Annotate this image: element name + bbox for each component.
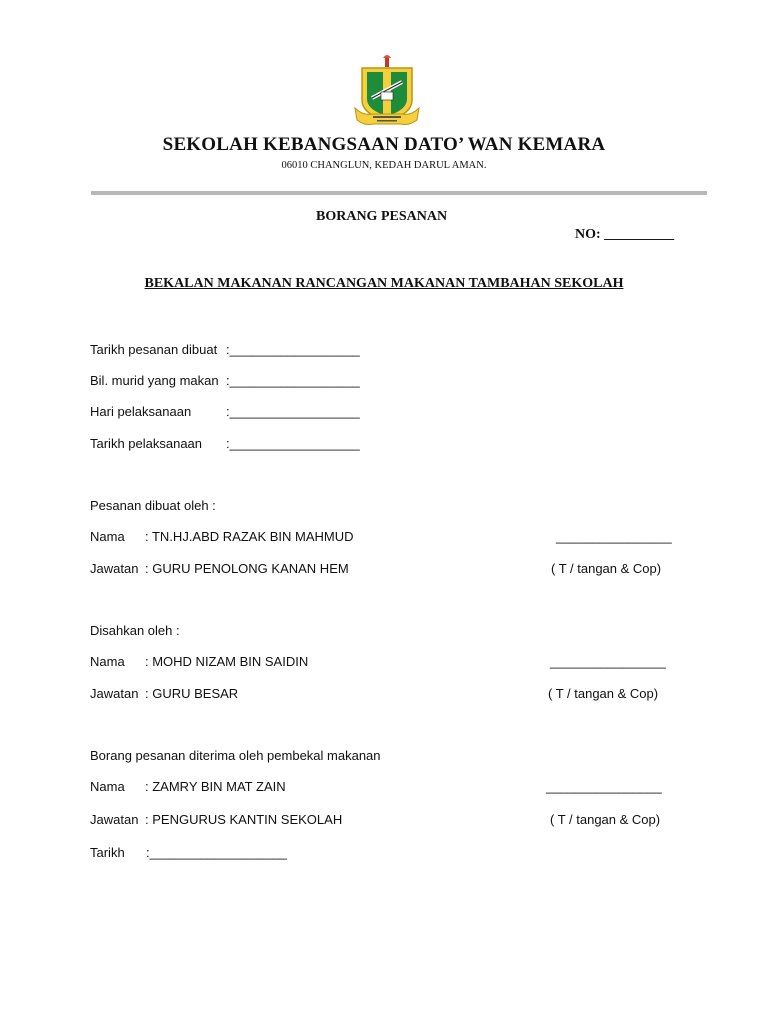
implementation-day-label: Hari pelaksanaan [90, 404, 192, 419]
order-date-field: :__________________ [226, 342, 360, 357]
received-date-label: Tarikh [90, 845, 125, 860]
received-by-signature-line: ________________ [546, 779, 662, 794]
implementation-date-field: :__________________ [226, 436, 360, 451]
approved-by-signature-caption: ( T / tangan & Cop) [548, 686, 659, 701]
form-number: NO: __________ [575, 227, 675, 242]
crest-torch [385, 57, 389, 67]
ordered-by-name: : TN.HJ.ABD RAZAK BIN MAHMUD [145, 529, 354, 544]
implementation-date-label: Tarikh pelaksanaan [90, 436, 203, 451]
order-date-label: Tarikh pesanan dibuat [90, 342, 218, 357]
received-by-signature-caption: ( T / tangan & Cop) [550, 812, 661, 827]
ordered-by-position: : GURU PENOLONG KANAN HEM [145, 561, 349, 576]
received-by-position-label: Jawatan [90, 812, 139, 827]
ordered-by-position-label: Jawatan [90, 561, 139, 576]
approved-by-position: : GURU BESAR [145, 686, 239, 701]
ordered-by-heading: Pesanan dibuat oleh : [90, 498, 216, 513]
received-by-position: : PENGURUS KANTIN SEKOLAH [145, 812, 343, 827]
received-date-field: :___________________ [146, 845, 287, 860]
approved-by-heading: Disahkan oleh : [90, 623, 180, 638]
approved-by-name-label: Nama [90, 654, 125, 669]
approved-by-signature-line: ________________ [550, 654, 666, 669]
ordered-by-signature-caption: ( T / tangan & Cop) [551, 561, 662, 576]
approved-by-position-label: Jawatan [90, 686, 139, 701]
school-name-heading: SEKOLAH KEBANGSAAN DATO’ WAN KEMARA [162, 134, 606, 155]
ordered-by-signature-line: ________________ [556, 529, 672, 544]
header-divider [91, 191, 707, 195]
received-by-name: : ZAMRY BIN MAT ZAIN [145, 779, 286, 794]
received-by-name-label: Nama [90, 779, 125, 794]
pupil-count-field: :__________________ [226, 373, 360, 388]
form-subject: BEKALAN MAKANAN RANCANGAN MAKANAN TAMBAHAN SEKOLAH [144, 276, 624, 291]
pupil-count-label: Bil. murid yang makan [90, 373, 219, 388]
school-address: 06010 CHANGLUN, KEDAH DARUL AMAN. [281, 160, 487, 171]
approved-by-name: : MOHD NIZAM BIN SAIDIN [145, 654, 309, 669]
received-by-heading: Borang pesanan diterima oleh pembekal makanan [90, 748, 381, 763]
ordered-by-name-label: Nama [90, 529, 125, 544]
implementation-day-field: :__________________ [226, 404, 360, 419]
form-title: BORANG PESANAN [316, 209, 448, 224]
school-crest-logo [353, 54, 421, 128]
